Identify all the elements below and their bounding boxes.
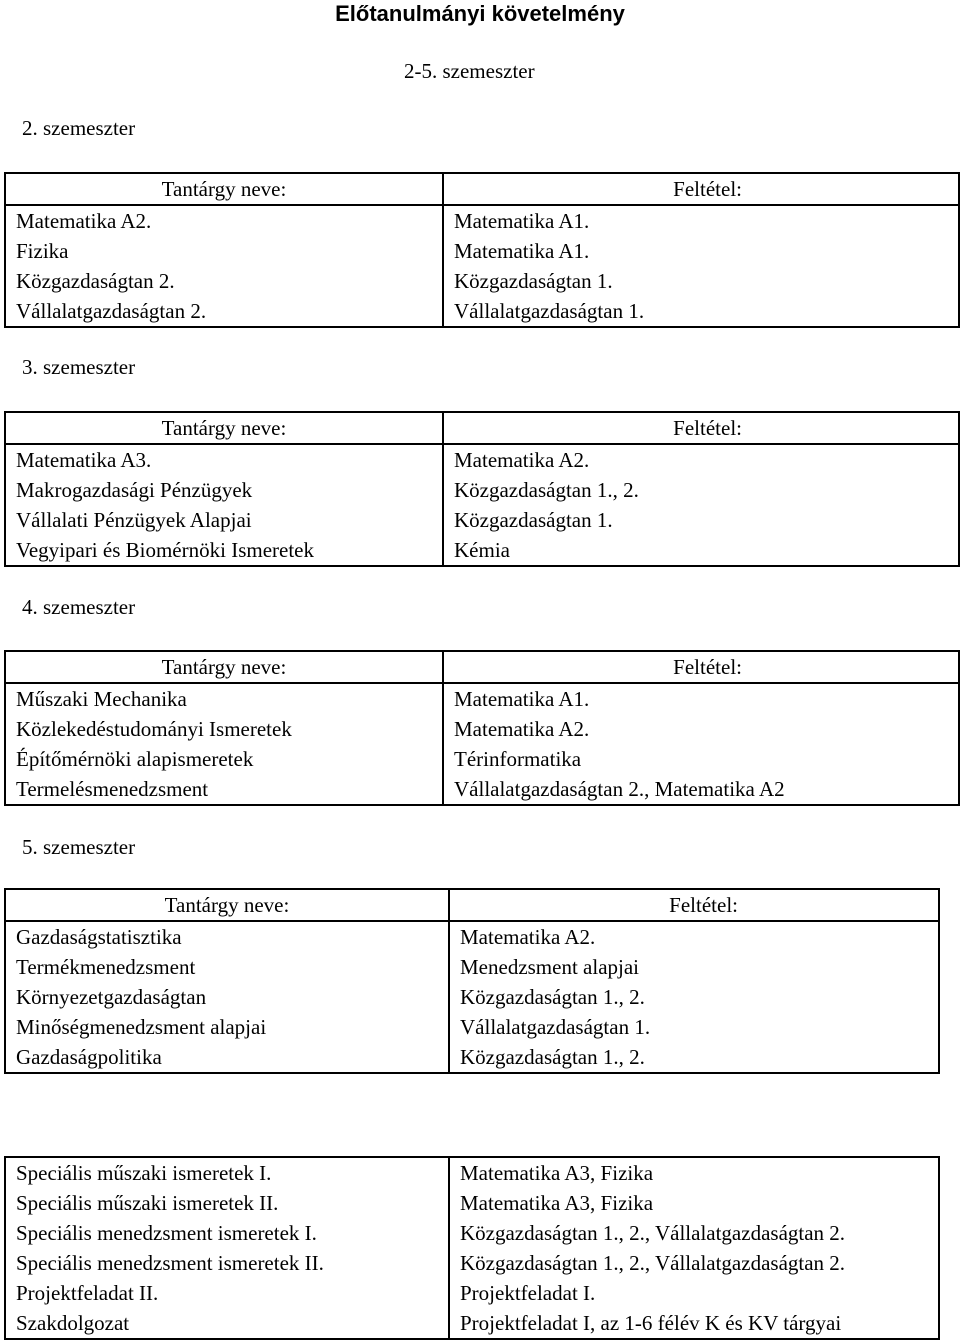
table-row — [5, 1042, 939, 1073]
subject-name: Matematika A3. — [5, 444, 443, 475]
subject-condition: Menedzsment alapjai — [449, 952, 939, 982]
semester-2-table — [4, 172, 960, 328]
table-row — [5, 1308, 939, 1339]
subject-condition: Vállalatgazdaságtan 2., Matematika A2 — [443, 774, 959, 805]
semester-4-heading: 4. szemeszter — [22, 595, 136, 619]
semester-3-heading: 3. szemeszter — [22, 355, 136, 379]
table-row — [5, 505, 959, 535]
subject-condition: Projektfeladat I. — [449, 1278, 939, 1308]
table-row — [5, 205, 959, 236]
semester-4-table — [4, 650, 960, 806]
table-row — [5, 1218, 939, 1248]
subject-condition: Közgazdaságtan 1. — [443, 505, 959, 535]
subject-condition: Térinformatika — [443, 744, 959, 774]
table-row — [5, 475, 959, 505]
subject-condition: Matematika A1. — [443, 683, 959, 714]
subject-condition: Matematika A1. — [443, 236, 959, 266]
subject-condition: Matematika A2. — [449, 921, 939, 952]
table-header-row — [5, 412, 959, 444]
subject-condition: Vállalatgazdaságtan 1. — [449, 1012, 939, 1042]
table-row — [5, 535, 959, 566]
table-row — [5, 714, 959, 744]
table-row — [5, 1188, 939, 1218]
subject-condition: Közgazdaságtan 1., 2. — [443, 475, 959, 505]
subject-name: Gazdaságstatisztika — [5, 921, 449, 952]
semester-2-heading: 2. szemeszter — [22, 116, 136, 140]
subject-condition: Közgazdaságtan 1., 2., Vállalatgazdaságtan 2. — [449, 1218, 939, 1248]
table-row — [5, 982, 939, 1012]
subject-condition: Közgazdaságtan 1., 2. — [449, 1042, 939, 1073]
subject-name: Fizika — [5, 236, 443, 266]
subject-condition: Projektfeladat I, az 1-6 félév K és KV tárgyai — [449, 1308, 939, 1339]
column-header-condition: Feltétel: — [443, 651, 959, 683]
subject-condition: Matematika A3, Fizika — [449, 1157, 939, 1188]
subject-name: Speciális műszaki ismeretek I. — [5, 1157, 449, 1188]
table-header-row — [5, 173, 959, 205]
table-row — [5, 744, 959, 774]
subject-name: Környezetgazdaságtan — [5, 982, 449, 1012]
subject-name: Speciális műszaki ismeretek II. — [5, 1188, 449, 1218]
subject-condition: Közgazdaságtan 1., 2., Vállalatgazdaságtan 2. — [449, 1248, 939, 1278]
page-subtitle: 2-5. szemeszter — [404, 59, 535, 83]
subject-condition: Matematika A3, Fizika — [449, 1188, 939, 1218]
table-row — [5, 1248, 939, 1278]
subject-name: Minőségmenedzsment alapjai — [5, 1012, 449, 1042]
table-row — [5, 444, 959, 475]
column-header-condition: Feltétel: — [443, 412, 959, 444]
table-header-row — [5, 889, 939, 921]
subject-name: Építőmérnöki alapismeretek — [5, 744, 443, 774]
table-row — [5, 1157, 939, 1188]
subject-name: Termékmenedzsment — [5, 952, 449, 982]
subject-condition: Közgazdaságtan 1., 2. — [449, 982, 939, 1012]
subject-name: Speciális menedzsment ismeretek I. — [5, 1218, 449, 1248]
table-row — [5, 952, 939, 982]
subject-name: Gazdaságpolitika — [5, 1042, 449, 1073]
subject-name: Makrogazdasági Pénzügyek — [5, 475, 443, 505]
semester-5-table — [4, 888, 940, 1074]
column-header-name: Tantárgy neve: — [5, 651, 443, 683]
subject-name: Vállalatgazdaságtan 2. — [5, 296, 443, 327]
semester-5-heading: 5. szemeszter — [22, 835, 136, 859]
table-row — [5, 1012, 939, 1042]
column-header-name: Tantárgy neve: — [5, 889, 449, 921]
subject-condition: Matematika A2. — [443, 444, 959, 475]
subject-name: Termelésmenedzsment — [5, 774, 443, 805]
subject-condition: Közgazdaságtan 1. — [443, 266, 959, 296]
column-header-name: Tantárgy neve: — [5, 173, 443, 205]
column-header-condition: Feltétel: — [443, 173, 959, 205]
semester-3-table — [4, 411, 960, 567]
subject-condition: Kémia — [443, 535, 959, 566]
subject-name: Műszaki Mechanika — [5, 683, 443, 714]
subject-condition: Vállalatgazdaságtan 1. — [443, 296, 959, 327]
table-header-row — [5, 651, 959, 683]
subject-name: Közlekedéstudományi Ismeretek — [5, 714, 443, 744]
subject-name: Projektfeladat II. — [5, 1278, 449, 1308]
subject-condition: Matematika A1. — [443, 205, 959, 236]
subject-name: Speciális menedzsment ismeretek II. — [5, 1248, 449, 1278]
table-row — [5, 774, 959, 805]
table-row — [5, 236, 959, 266]
subject-name: Közgazdaságtan 2. — [5, 266, 443, 296]
subject-name: Vegyipari és Biomérnöki Ismeretek — [5, 535, 443, 566]
column-header-condition: Feltétel: — [449, 889, 939, 921]
table-row — [5, 266, 959, 296]
table-row — [5, 1278, 939, 1308]
subject-condition: Matematika A2. — [443, 714, 959, 744]
page-title: Előtanulmányi követelmény — [335, 1, 625, 26]
subject-name: Szakdolgozat — [5, 1308, 449, 1339]
table-row — [5, 921, 939, 952]
table-row — [5, 683, 959, 714]
column-header-name: Tantárgy neve: — [5, 412, 443, 444]
special-subjects-table — [4, 1156, 940, 1340]
subject-name: Vállalati Pénzügyek Alapjai — [5, 505, 443, 535]
table-row — [5, 296, 959, 327]
subject-name: Matematika A2. — [5, 205, 443, 236]
